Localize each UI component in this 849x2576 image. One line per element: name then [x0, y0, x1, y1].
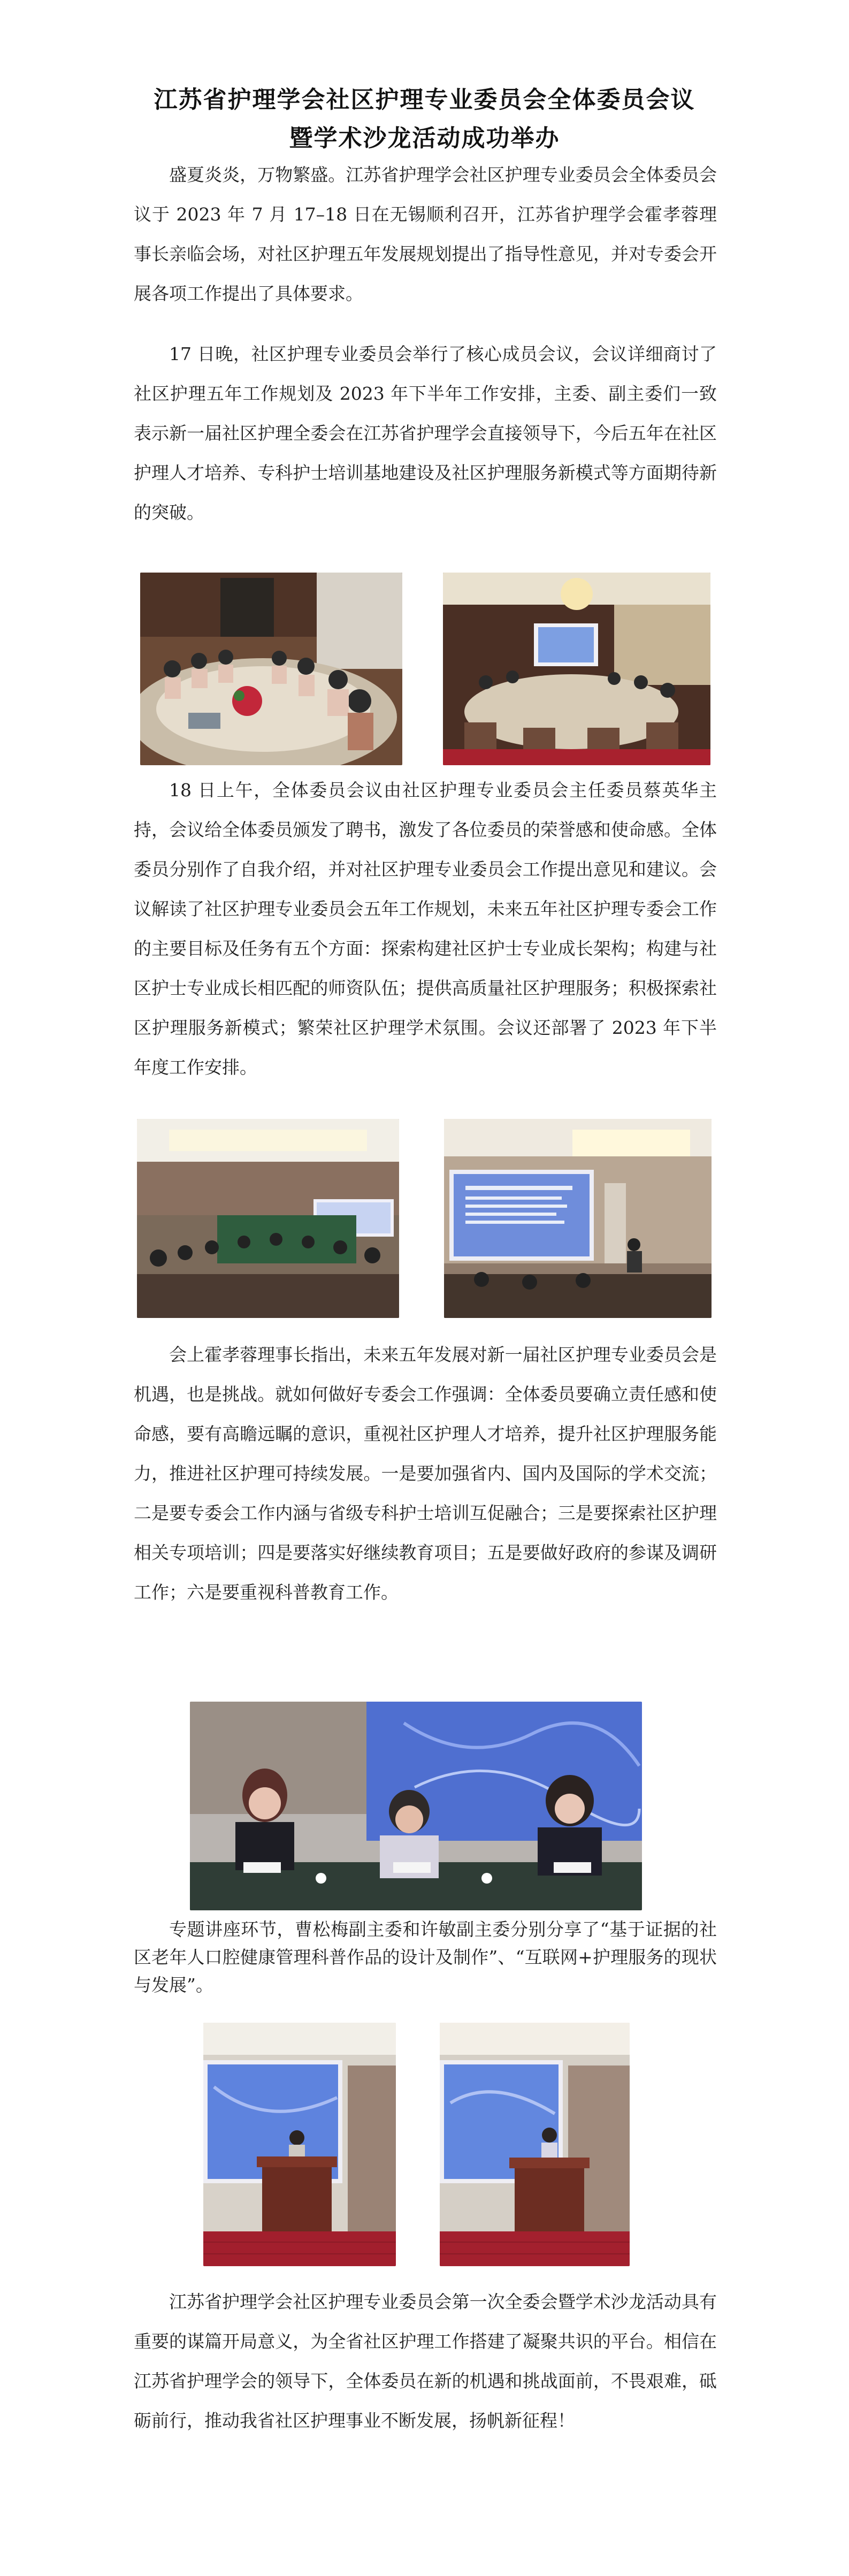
paragraph-closing: 江苏省护理学会社区护理专业委员会第一次全委会暨学术沙龙活动具有重要的谋篇开局意义，为全省社区护理工作搭建了凝聚共识的平台。相信在江苏省护理学会的领导下，全体委员在新的机遇和挑战面前，不畏艰难，砥砺前行，推动我省社区护理事业不断发展，扬帆新征程！: [134, 2291, 717, 2431]
paragraph-chairman-remarks: 会上霍孝蓉理事长指出，未来五年发展对新一届社区护理专业委员会是机遇，也是挑战。就如何做好专委会工作强调：全体委员要确立责任感和使命感，要有高瞻远瞩的意识，重视社区护理人才培养，提升社区护理服务能力，推进社区护理可持续发展。一是要加强省内、国内及国际的学术交流；二是要专委会工作内涵与省级专科护士培训互促融合；三是要探索社区护理相关专项培训；四是要落实好继续教育项目；五是要做好政府的参谋及调研工作；六是要重视科普教育工作。: [134, 1344, 717, 1603]
article-title-line1: 江苏省护理学会社区护理专业委员会全体委员会议: [154, 86, 695, 113]
photo-speaker-podium-right: [440, 2023, 630, 2266]
photo-lecture-panel: [190, 1702, 642, 1910]
paragraph-core-meeting: 17 日晚，社区护理专业委员会举行了核心成员会议，会议详细商讨了社区护理五年工作规划及 2023 年下半年工作安排，主委、副主委们一致表示新一届社区护理全委会在江苏省护理学会直接领导下，今后五年在社区护理人才培养、专科护士培训基地建设及社区护理服务新模式等方面期待新的突破。: [134, 344, 717, 523]
photo-plenary-presentation-screen: [444, 1119, 712, 1318]
paragraph-lecture-topics: 专题讲座环节，曹松梅副主委和许敏副主委分别分享了“基于证据的社区老年人口腔健康管理科普作品的设计及制作”、“互联网+护理服务的现状与发展”。: [134, 1919, 717, 1995]
photo-core-meeting-table: [140, 573, 402, 765]
article-title-line2: 暨学术沙龙活动成功举办: [289, 125, 560, 152]
paragraph-plenary-meeting: 18 日上午，全体委员会议由社区护理专业委员会主任委员蔡英华主持，会议给全体委员颁发了聘书，激发了各位委员的荣誉感和使命感。全体委员分别作了自我介绍，并对社区护理专业委员会工作提出意见和建议。会议解读了社区护理专业委员会五年工作规划，未来五年社区护理专委会工作的主要目标及任务有五个方面：探索构建社区护士专业成长架构；构建与社区护士专业成长相匹配的师资队伍；提供高质量社区护理服务；积极探索社区护理服务新模式；繁荣社区护理学术氛围。会议还部署了 2023 年下半年度工作安排。: [134, 780, 717, 1078]
photo-plenary-hall-wide: [137, 1119, 399, 1318]
paragraph-opening: 盛夏炎炎，万物繁盛。江苏省护理学会社区护理专业委员会全体委员会议于 2023 年 7 月 17–18 日在无锡顺利召开，江苏省护理学会霍孝蓉理事长亲临会场，对社区护理五年发展规划提出了指导性意见，并对专委会开展各项工作提出了具体要求。: [134, 164, 717, 304]
photo-core-meeting-room: [443, 573, 710, 765]
photo-speaker-podium-left: [203, 2023, 396, 2266]
